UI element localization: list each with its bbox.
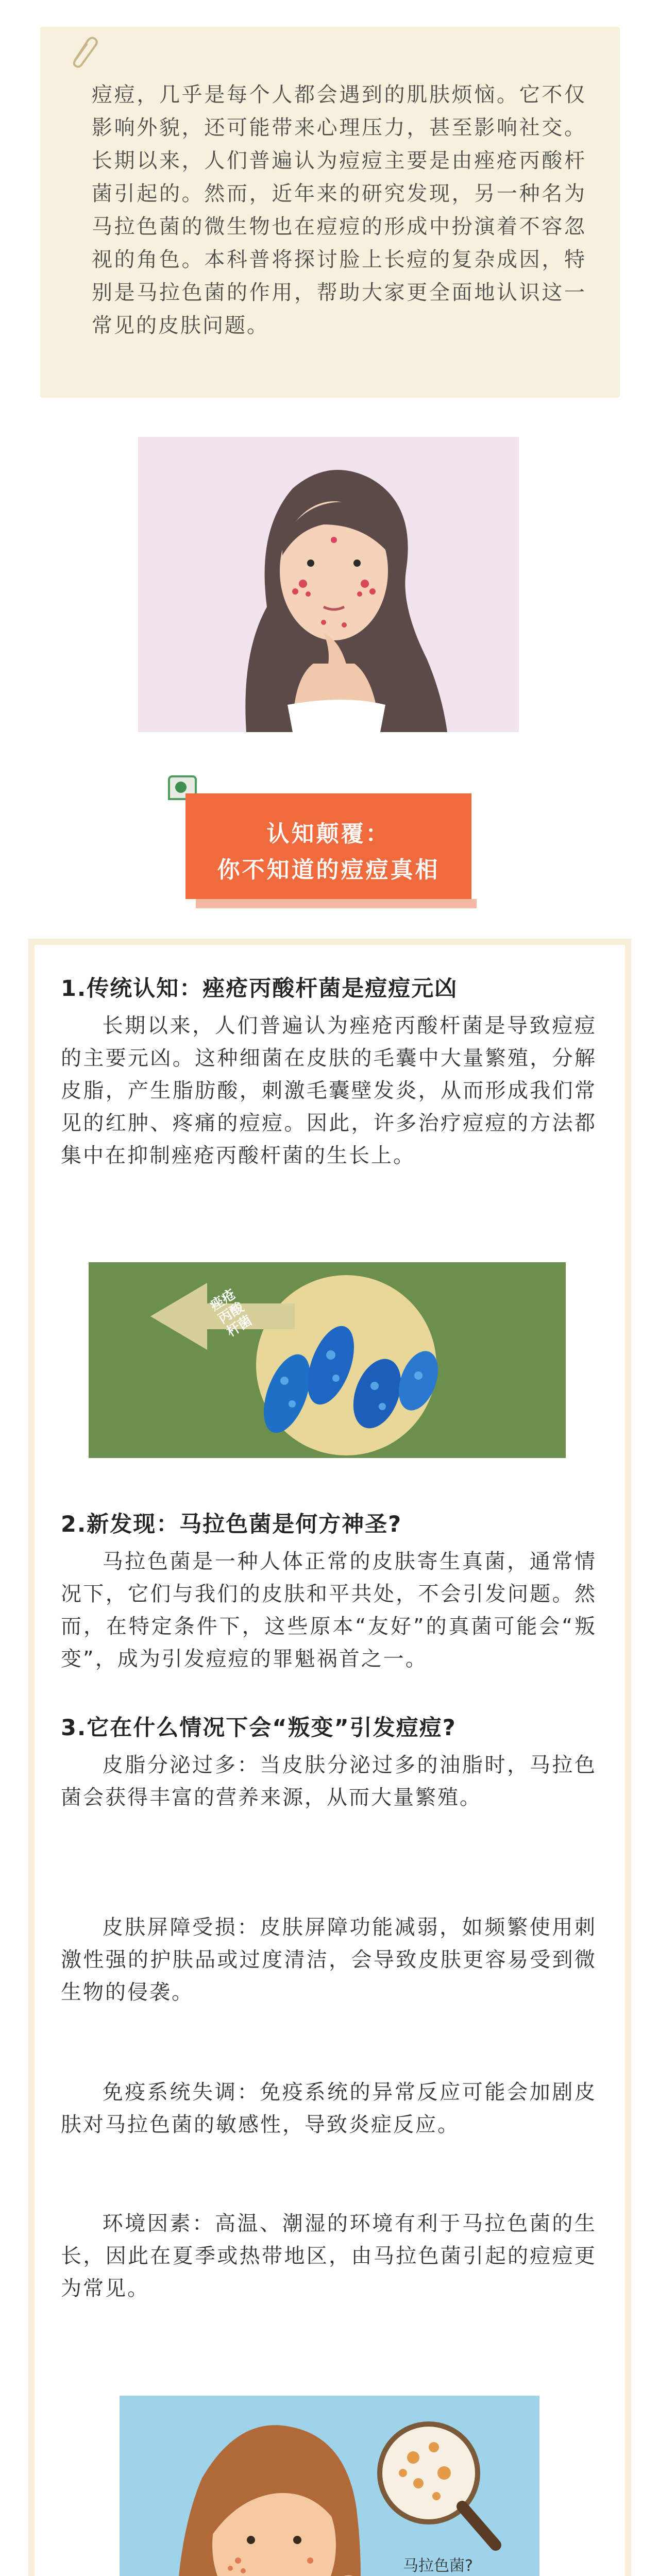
section-3-paragraph-4: 环境因素：高温、潮湿的环境有利于马拉色菌的生长，因此在夏季或热带地区，由马拉色菌引起的痘痘更为常见。 xyxy=(61,2212,597,2300)
intro-card xyxy=(40,27,620,398)
section-2-paragraph: 马拉色菌是一种人体正常的皮肤寄生真菌，通常情况下，它们与我们的皮肤和平共处，不会引发问题。然而，在特定条件下，这些原本“友好”的真菌可能会“叛变”，成为引发痘痘的罪魁祸首之一。 xyxy=(61,1550,597,1671)
fungus-label: 马拉色菌? xyxy=(403,2557,473,2575)
bacteria-illustration xyxy=(89,1262,566,1458)
paperclip-icon xyxy=(65,34,101,70)
banner-shadow xyxy=(196,899,477,908)
section-3-paragraph-3: 免疫系统失调：免疫系统的异常反应可能会加剧皮肤对马拉色菌的敏感性，导致炎症反应。 xyxy=(61,2080,597,2137)
intro-paragraph: 痘痘，几乎是每个人都会遇到的肌肤烦恼。它不仅影响外貌，还可能带来心理压力，甚至影响社交。长期以来，人们普遍认为痘痘主要是由痤疮丙酸杆菌引起的。然而，近年来的研究发现，另一种名为马拉色菌的微生物也在痘痘的形成中扮演着不容忽视的角色。本科普将探讨脸上长痘的复杂成因，特别是马拉色菌的作用，帮助大家更全面地认识这一常见的皮肤问题。 xyxy=(92,83,586,337)
section-3-paragraph-2: 皮肤屏障受损：皮肤屏障功能减弱，如频繁使用刺激性强的护肤品或过度清洁，会导致皮肤更容易受到微生物的侵袭。 xyxy=(61,1916,597,2004)
banner-dot xyxy=(175,782,187,793)
section-banner xyxy=(185,793,471,899)
banner-title-line1: 认知颠覆： xyxy=(266,821,391,847)
section-1-title: 1.传统认知：痤疮丙酸杆菌是痘痘元凶 xyxy=(61,976,458,1002)
section-2-title: 2.新发现：马拉色菌是何方神圣? xyxy=(61,1512,402,1537)
acne-woman-illustration xyxy=(138,437,519,732)
section-1-paragraph: 长期以来，人们普遍认为痤疮丙酸杆菌是导致痘痘的主要元凶。这种细菌在皮肤的毛囊中大量繁殖，分解皮脂，产生脂肪酸，刺激毛囊壁发炎，从而形成我们常见的红肿、疼痛的痘痘。因此，许多治疗痘痘的方法都集中在抑制痤疮丙酸杆菌的生长上。 xyxy=(61,1014,597,1167)
section-3-paragraph-1: 皮脂分泌过多：当皮肤分泌过多的油脂时，马拉色菌会获得丰富的营养来源，从而大量繁殖。 xyxy=(61,1753,597,1809)
section-3-title: 3.它在什么情况下会“叛变”引发痘痘? xyxy=(61,1715,457,1741)
bacteria-label: 痤疮丙酸杆菌 xyxy=(207,1286,255,1341)
banner-title-line2: 你不知道的痘痘真相 xyxy=(217,857,440,883)
fungus-question-illustration xyxy=(120,2396,539,2576)
